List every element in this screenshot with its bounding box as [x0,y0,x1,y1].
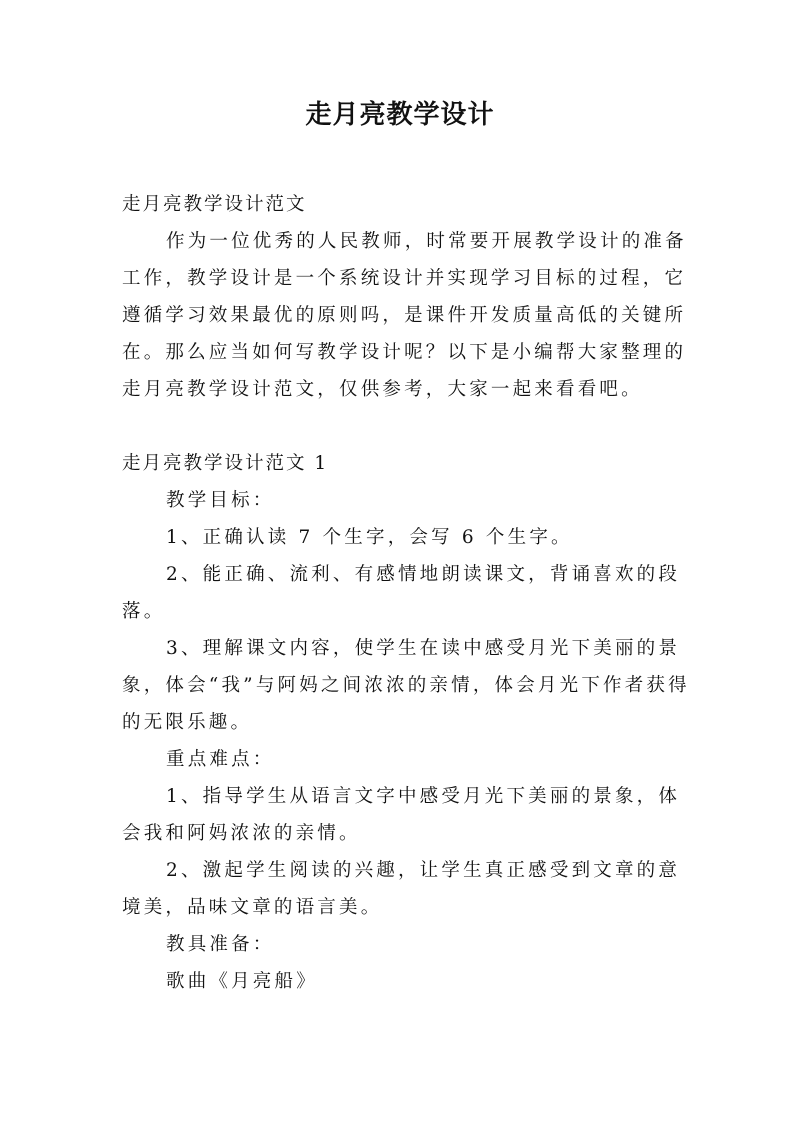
section-spacer [122,408,692,445]
document-title: 走月亮教学设计 [305,100,495,130]
intro-heading: 走月亮教学设计范文 [122,194,307,215]
document-body [122,186,692,1000]
key-point-item: 1、指导学生从语言文字中感受月光下美丽的景象，体会我和阿妈浓浓的亲情。 [122,786,681,844]
goal-item: 3、理解课文内容，使学生在读中感受月光下美丽的景象，体会“我”与阿妈之间浓浓的亲情，体会月光下作者获得的无限乐趣。 [122,638,690,733]
goal-item: 1、正确认读 7 个生字，会写 6 个生字。 [166,527,573,548]
materials-label: 教具准备： [166,934,275,955]
section-heading: 走月亮教学设计范文 1 [122,453,329,474]
materials-item: 歌曲《月亮船》 [166,971,318,992]
goal-item: 2、能正确、流利、有感情地朗读课文，背诵喜欢的段落。 [122,564,681,622]
intro-paragraph: 作为一位优秀的人民教师，时常要开展教学设计的准备工作，教学设计是一个系统设计并实现学习目标的过程，它遵循学习效果最优的原则吗，是课件开发质量高低的关键所在。那么应当如何写教学设计呢？以下是小编帮大家整理的走月亮教学设计范文，仅供参考，大家一起来看看吧。 [122,231,687,400]
goals-label: 教学目标： [166,490,275,511]
key-points-label: 重点难点： [166,749,275,770]
key-point-item: 2、激起学生阅读的兴趣，让学生真正感受到文章的意境美，品味文章的语言美。 [122,860,681,918]
